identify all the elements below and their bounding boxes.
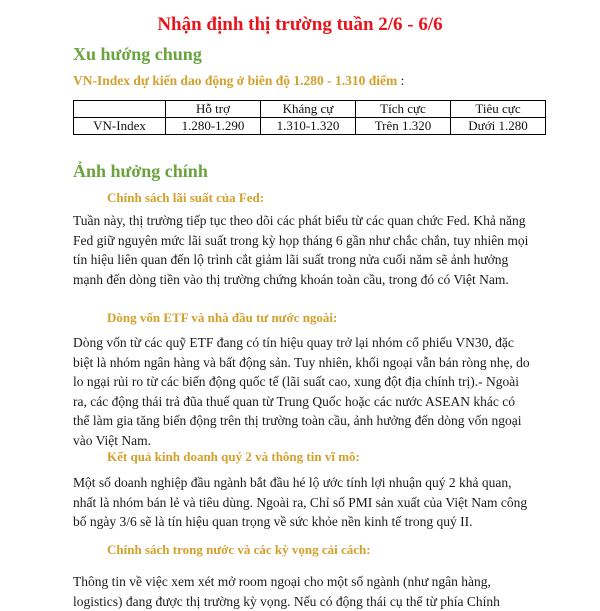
section-heading-general-trend: Xu hướng chung: [73, 44, 202, 64]
vnindex-forecast-colon: :: [397, 73, 405, 88]
table-cell-index: VN-Index: [74, 118, 166, 135]
table-cell-resistance: 1.310-1.320: [261, 118, 356, 135]
table-cell-positive: Trên 1.320: [356, 118, 451, 135]
section-heading-main-influences: Ảnh hưởng chính: [73, 161, 208, 181]
table-header-support: Hỗ trợ: [166, 101, 261, 118]
document-title: Nhận định thị trường tuần 2/6 - 6/6: [157, 14, 443, 35]
vnindex-forecast-text: VN-Index dự kiến dao động ở biên độ 1.280 - 1.310 điểm: [73, 73, 398, 88]
paragraph-fed-policy: Tuần này, thị trường tiếp tục theo dõi các phát biểu từ các quan chức Fed. Khả năng Fed giữ nguyên mức lãi suất trong kỳ họp tháng 6 gần như chắc chắn, tuy nhiên mọi tín hiệu liên quan đến lộ trình cắt giảm lãi suất trong nửa cuối năm sẽ ảnh hưởng mạnh đến dòng tiền vào thị trường chứng khoán toàn cầu, trong đó có Việt Nam.: [73, 213, 529, 287]
table-header-row: [74, 101, 546, 118]
subheading-domestic-policy: Chính sách trong nước và các kỳ vọng cải cách:: [107, 542, 371, 557]
table-cell-negative: Dưới 1.280: [451, 118, 546, 135]
table-header-cell: [74, 101, 166, 118]
table-header-positive: Tích cực: [356, 101, 451, 118]
subheading-q2-results: Kết quả kinh doanh quý 2 và thông tin vĩ mô:: [107, 449, 360, 464]
vnindex-forecast-line: [73, 73, 404, 89]
paragraph-etf-flows: Dòng vốn từ các quỹ ETF đang có tín hiệu quay trở lại nhóm cổ phiếu VN30, đặc biệt là nhóm ngân hàng và bất động sản. Tuy nhiên, khối ngoại vẫn bán ròng nhẹ, do lo ngại rủi ro từ các biến động quốc tế (lãi suất cao, xung đột địa chính trị).- Ngoài ra, các động thái trả đũa thuế quan từ Trung Quốc hoặc các nước ASEAN khác có thể làm gia tăng biến động trên thị trường toàn cầu, ảnh hưởng đến dòng vốn ngoại vào Việt Nam.: [73, 335, 530, 448]
paragraph-q2-results: Một số doanh nghiệp đầu ngành bắt đầu hé lộ ước tính lợi nhuận quý 2 khả quan, nhất là nhóm bán lẻ và tiêu dùng. Ngoài ra, Chỉ số PMI sản xuất của Việt Nam công bố ngày 3/6 sẽ là tín hiệu quan trọng về sức khỏe nền kinh tế trong quý II.: [73, 475, 528, 529]
table-cell-support: 1.280-1.290: [166, 118, 261, 135]
subheading-etf-flows: Dòng vốn ETF và nhà đầu tư nước ngoài:: [107, 310, 338, 325]
paragraph-domestic-policy: Thông tin về việc xem xét mở room ngoại cho một số ngành (như ngân hàng, logistics) đang được thị trường kỳ vọng. Nếu có động thái cụ thể từ phía Chính: [73, 574, 500, 609]
table-header-negative: Tiêu cực: [451, 101, 546, 118]
vnindex-levels-table: [73, 100, 546, 135]
table-row: [74, 118, 546, 135]
subheading-fed-policy: Chính sách lãi suất của Fed:: [107, 190, 265, 205]
table-header-resistance: Kháng cự: [261, 101, 356, 118]
